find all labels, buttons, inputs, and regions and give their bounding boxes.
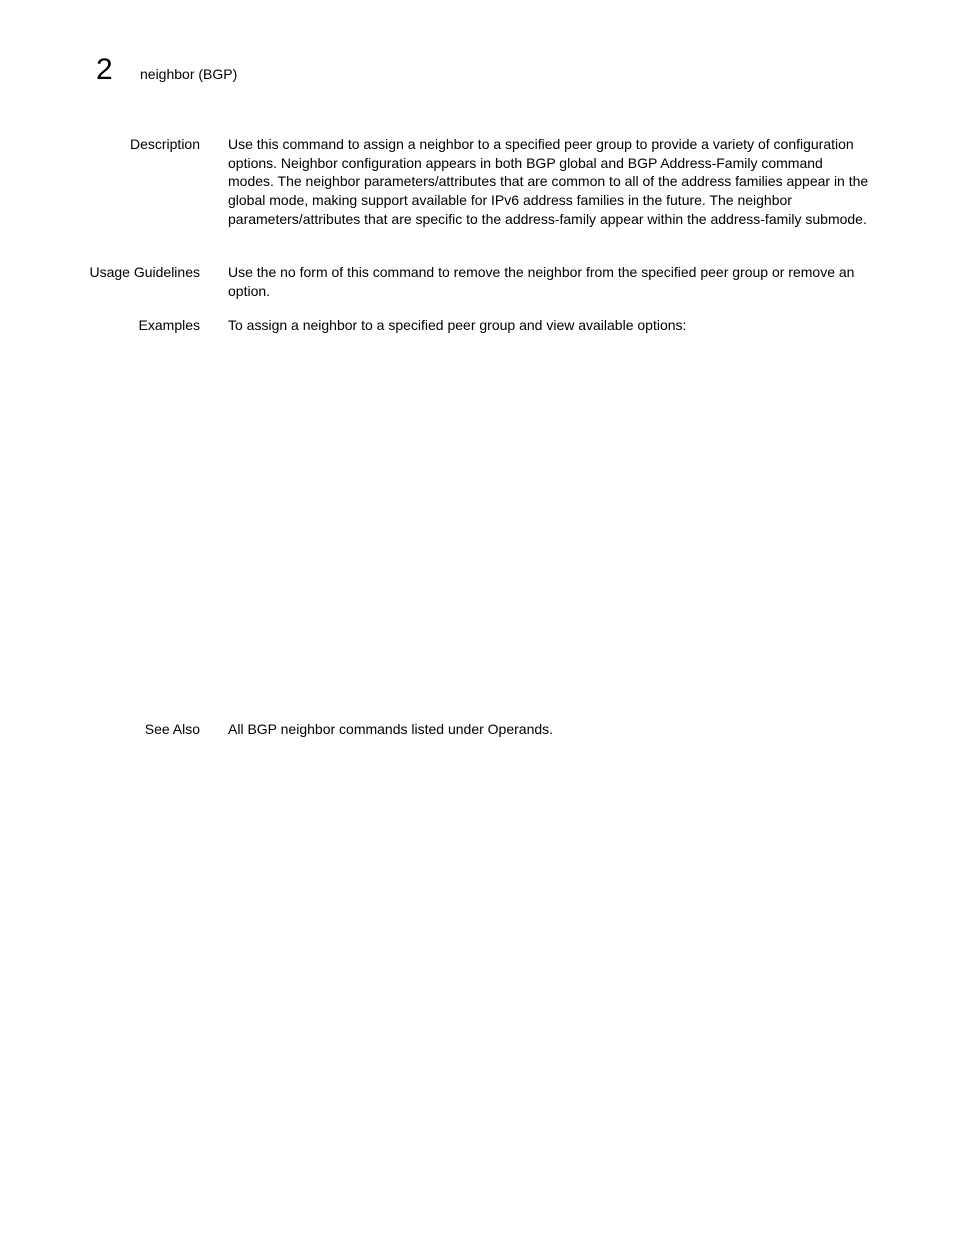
description-text: Use this command to assign a neighbor to a specified peer group to provide a variety of configuration options. Neighbor configuration appears in both BGP global and BGP Address-Family command modes. The neighbor parameters/attributes that are common to all of the address families appear in the global mode, making support available for IPv6 address families in the future. The neighbor parameters/attributes that are specific to the address-family appear within the address-family submode. (228, 136, 869, 227)
see-also-label: See Also (144, 721, 200, 737)
usage-keyword-no: no (280, 264, 296, 280)
usage-guidelines-text (228, 263, 870, 300)
examples-text: To assign a neighbor to a specified peer group and view available options: (228, 317, 687, 333)
see-also-text: All BGP neighbor commands listed under Operands. (228, 721, 554, 737)
description-label: Description (129, 136, 200, 152)
usage-text-before: Use the (228, 264, 281, 280)
examples-label: Examples (138, 317, 200, 333)
running-title: neighbor (BGP) (140, 66, 238, 82)
chapter-number: 2 (96, 53, 113, 86)
usage-guidelines-label: Usage Guidelines (89, 264, 200, 280)
usage-text-after: form of this command to remove the neighbor from the specified peer group or remove an option. (228, 264, 855, 299)
